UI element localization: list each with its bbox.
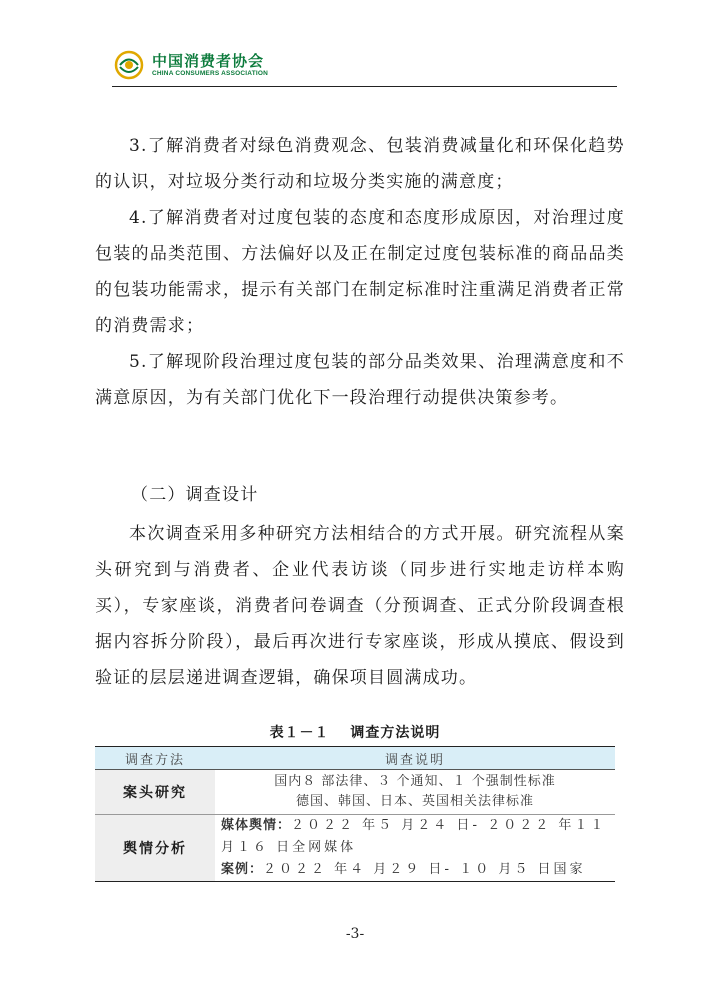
case-label: 案例： <box>221 862 264 877</box>
desc-cell <box>215 815 615 882</box>
table-header-row <box>95 747 615 770</box>
page-number: -3- <box>345 926 365 942</box>
method-cell: 案头研究 <box>95 770 215 815</box>
header-desc: 调查说明 <box>215 747 615 770</box>
media-label: 媒体舆情： <box>221 818 292 833</box>
desc-line: 德国、韩国、日本、英国相关法律标准 <box>295 794 534 809</box>
org-name-cn: 中国消费者协会 <box>152 52 265 70</box>
media-line <box>221 815 615 859</box>
design-section <box>95 516 625 696</box>
section-heading: （二）调查设计 <box>131 485 259 505</box>
case-line <box>221 859 615 881</box>
objective-3: 3.了解消费者对绿色消费观念、包装消费减量化和环保化趋势的认识，对垃圾分类行动和垃圾分类实施的满意度； <box>95 136 625 192</box>
desc-cell <box>215 770 615 815</box>
design-paragraph: 本次调查采用多种研究方法相结合的方式开展。研究流程从案头研究到与消费者、企业代表访谈（同步进行实地走访样本购买），专家座谈，消费者问卷调查（分预调查、正式分阶段调查根据内容拆分阶段），最后再次进行专家座谈，形成从摸底、假设到验证的层层递进调查逻辑，确保项目圆满成功。 <box>95 524 625 688</box>
media-text: ２０２２ 年５ 月２４ 日- ２０２２ 年１１ 月１６ 日全网媒体 <box>221 818 607 855</box>
desc-line: 国内８ 部法律、３ 个通知、１ 个强制性标准 <box>274 774 556 789</box>
table-caption: 表１－１ 调查方法说明 <box>269 725 441 741</box>
table-row <box>95 770 615 815</box>
page-header <box>112 44 617 87</box>
cca-logo-icon <box>114 50 144 80</box>
objective-5: 5.了解现阶段治理过度包装的部分品类效果、治理满意度和不满意原因，为有关部门优化下一段治理行动提供决策参考。 <box>95 352 625 408</box>
case-text: ２０２２ 年４ 月２９ 日- １０ 月５ 日国家 <box>263 862 586 877</box>
objective-4: 4.了解消费者对过度包装的态度和态度形成原因，对治理过度包装的品类范围、方法偏好以及正在制定过度包装标准的商品品类的包装功能需求，提示有关部门在制定标准时注重满足消费者正常的消费需求； <box>95 208 625 336</box>
method-cell: 舆情分析 <box>95 815 215 882</box>
objectives-list <box>95 128 625 416</box>
header-method: 调查方法 <box>95 747 215 770</box>
table-row <box>95 815 615 882</box>
org-name-en: CHINA CONSUMERS ASSOCIATION <box>152 70 269 77</box>
methods-table <box>95 746 615 882</box>
